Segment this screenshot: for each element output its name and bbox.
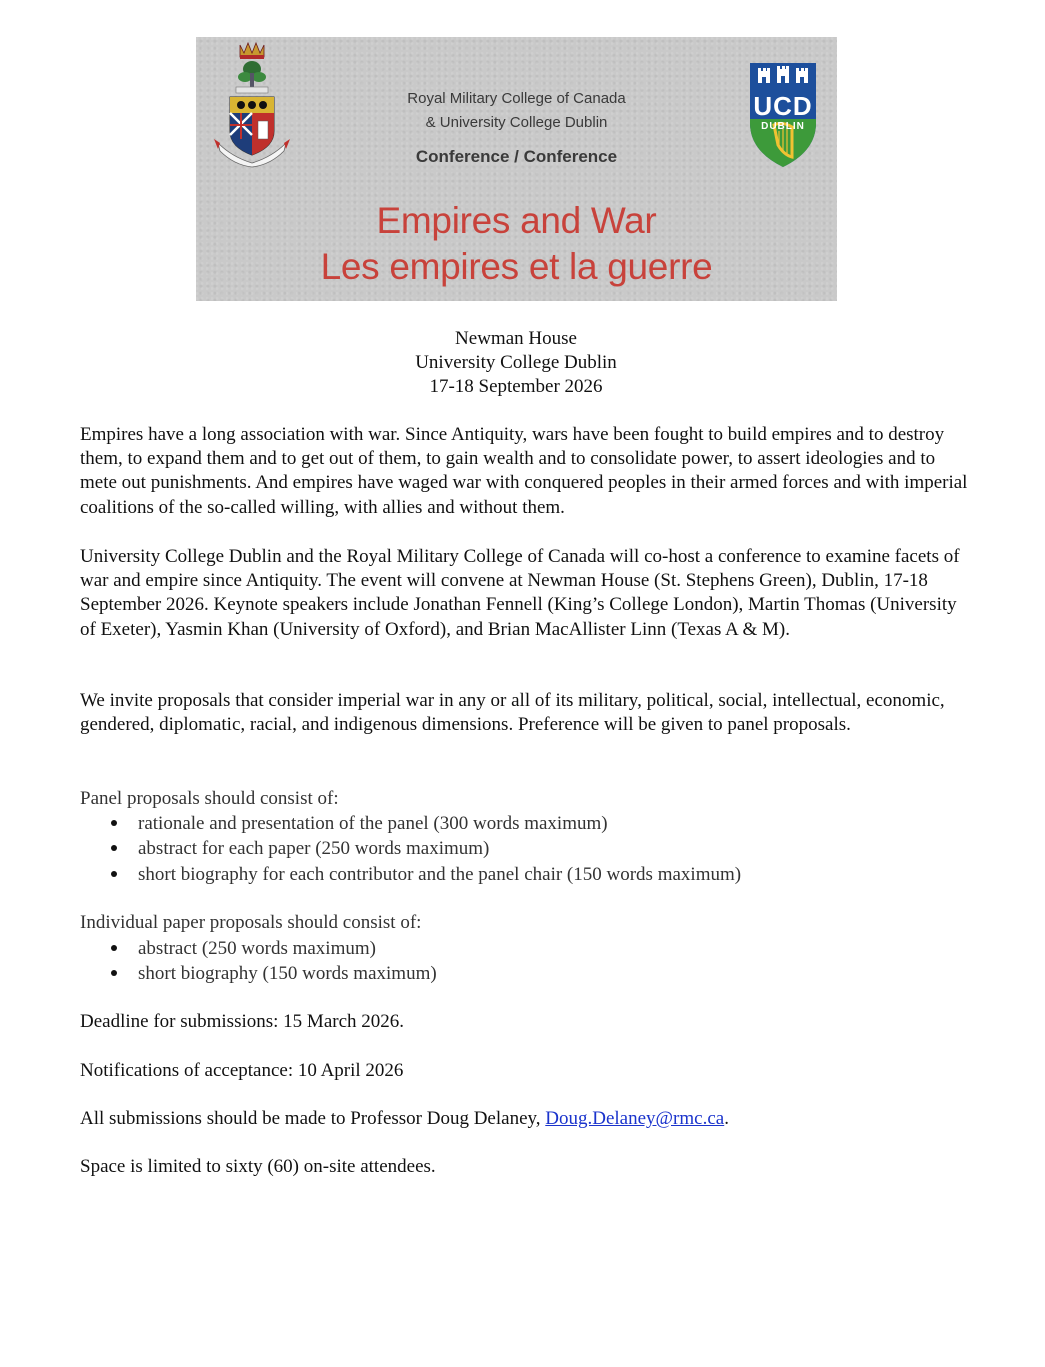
bullet-icon bbox=[111, 945, 117, 951]
bullet-icon bbox=[111, 871, 117, 877]
hosting-paragraph: University College Dublin and the Royal Military College of Canada will co-host a conference to examine facets of war and empire since Antiquity. The event will convene at Newman House (St. Stephens Green), Dublin, 17-18 September 2026. Keynote speakers include Jonathan Fennell (King’s College London), Martin Thomas (University of Exeter), Yasmin Khan (University of Oxford), and Brian MacAllister Linn (Texas A & M). bbox=[80, 546, 960, 640]
submissions-prefix: All submissions should be made to Professor Doug Delaney, bbox=[80, 1108, 546, 1129]
venue-dates: 17-18 September 2026 bbox=[429, 376, 603, 397]
panel-list-item: abstract for each paper (250 words maximum) bbox=[111, 838, 489, 860]
individual-heading: Individual paper proposals should consist of: bbox=[80, 912, 422, 933]
notifications-text: Notifications of acceptance: 10 April 2026 bbox=[80, 1060, 404, 1081]
space-limit-text: Space is limited to sixty (60) on-site attendees. bbox=[80, 1156, 436, 1177]
bullet-icon bbox=[111, 970, 117, 976]
bullet-icon bbox=[111, 820, 117, 826]
conference-banner bbox=[196, 37, 837, 301]
contact-email-link[interactable]: Doug.Delaney@rmc.ca bbox=[545, 1108, 725, 1129]
org-line-1: Royal Military College of Canada bbox=[407, 90, 626, 107]
submissions-suffix: . bbox=[724, 1108, 729, 1129]
bullet-icon bbox=[111, 845, 117, 851]
ucd-logo-text: UCD bbox=[753, 91, 813, 121]
title-english: Empires and War bbox=[376, 200, 657, 241]
venue-institution: University College Dublin bbox=[415, 352, 617, 373]
panel-list-item: short biography for each contributor and the panel chair (150 words maximum) bbox=[111, 864, 741, 886]
deadline-text: Deadline for submissions: 15 March 2026. bbox=[80, 1011, 405, 1032]
invite-paragraph: We invite proposals that consider imperial war in any or all of its military, political, social, intellectual, economic, gendered, diplomatic, racial, and indigenous dimensions. Preference will be given to panel proposals. bbox=[80, 690, 945, 736]
intro-paragraph: Empires have a long association with war. Since Antiquity, wars have been fought to build empires and to destroy them, to expand them and to get out of them, to gain wealth and to consolidate power, to assert ideologies and to mete out punishments. And empires have waged war with conquered peoples in their armed forces and with imperial coalitions of the so-called willing, with allies and without them. bbox=[80, 424, 968, 518]
org-line-2: & University College Dublin bbox=[425, 114, 608, 131]
individual-list-item: short biography (150 words maximum) bbox=[111, 963, 437, 985]
panel-list-item: rationale and presentation of the panel (300 words maximum) bbox=[111, 813, 608, 835]
ucd-logo-subtext: DUBLIN bbox=[761, 121, 805, 132]
individual-list-item: abstract (250 words maximum) bbox=[111, 938, 376, 960]
venue-name: Newman House bbox=[455, 328, 577, 349]
title-french: Les empires et la guerre bbox=[320, 246, 713, 287]
venue-block bbox=[0, 327, 1032, 399]
conference-label: Conference / Conference bbox=[415, 147, 618, 166]
panel-heading: Panel proposals should consist of: bbox=[80, 788, 339, 809]
submissions-line bbox=[80, 1108, 729, 1130]
